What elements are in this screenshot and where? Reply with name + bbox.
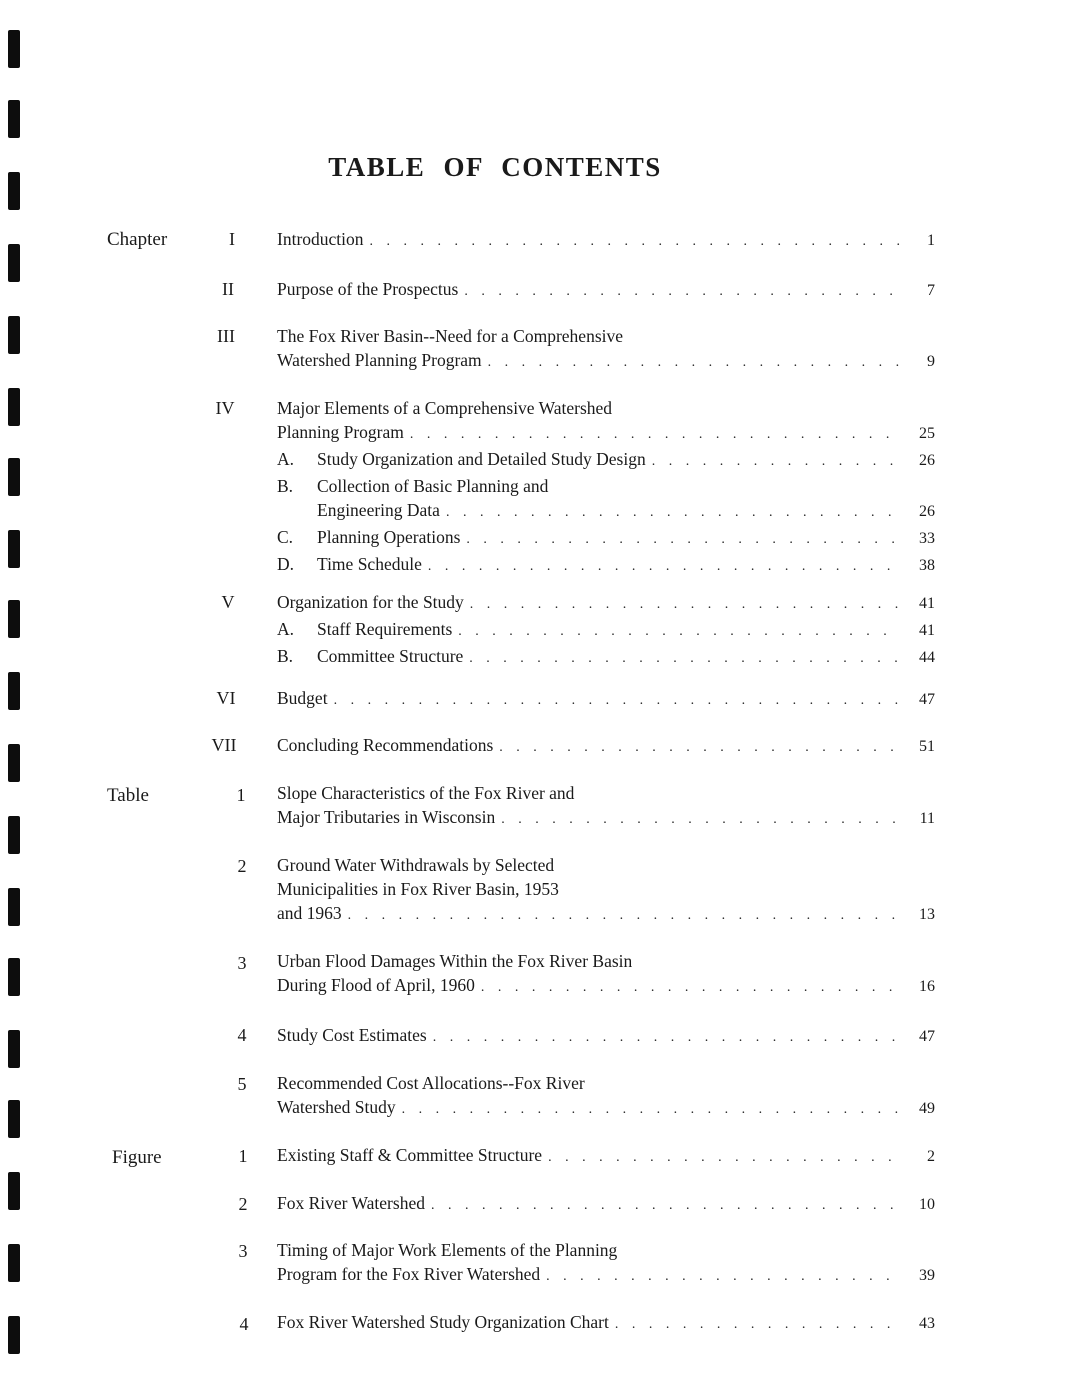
dot-leader <box>501 808 901 832</box>
page-number: 38 <box>919 557 935 574</box>
page-number: 26 <box>919 452 935 469</box>
dot-leader <box>469 647 901 671</box>
entry-number: VI <box>216 688 236 708</box>
page-number: 13 <box>919 906 935 923</box>
page-number: 43 <box>919 1315 935 1332</box>
section-label-figure: Figure <box>112 1147 162 1168</box>
binding-mark <box>8 958 20 996</box>
binding-mark <box>8 600 20 638</box>
subentry-letter: C. <box>277 527 294 547</box>
subentry-b <box>277 474 935 498</box>
entry-title[interactable]: Fox River Watershed <box>277 1193 425 1213</box>
page-number: 11 <box>919 810 935 827</box>
entry-number: IV <box>215 398 235 418</box>
dot-leader <box>652 450 901 474</box>
entry-number: 1 <box>236 785 246 805</box>
subentry-title[interactable]: Committee Structure <box>317 646 464 666</box>
dot-leader <box>334 689 901 713</box>
entry-title[interactable]: Existing Staff & Committee Structure <box>277 1145 543 1165</box>
page-title: TABLE OF CONTENTS <box>328 152 662 182</box>
subentry-letter: B. <box>277 646 294 666</box>
page-number: 39 <box>919 1267 935 1284</box>
page-number: 47 <box>919 1028 935 1045</box>
binding-mark <box>8 530 20 568</box>
subentry-c <box>277 525 935 552</box>
subentry-letter: B. <box>277 476 294 496</box>
page-number: 51 <box>919 738 935 755</box>
dot-leader <box>348 904 901 928</box>
entry-title[interactable]: Purpose of the Prospectus <box>277 279 459 299</box>
binding-mark <box>8 316 20 354</box>
subentry-title-line1[interactable]: Collection of Basic Planning and <box>317 476 549 496</box>
entry-number: 5 <box>237 1074 247 1094</box>
entry-title-line1[interactable]: Timing of Major Work Elements of the Planning <box>277 1240 618 1260</box>
binding-mark <box>8 1030 20 1068</box>
binding-mark <box>8 1100 20 1138</box>
dot-leader <box>433 1026 901 1050</box>
dot-leader <box>548 1146 901 1170</box>
page-number: 49 <box>919 1100 935 1117</box>
dot-leader <box>458 620 901 644</box>
dot-leader <box>428 555 901 579</box>
page-number: 1 <box>927 232 935 249</box>
page-number: 41 <box>919 622 935 639</box>
binding-mark <box>8 1316 20 1354</box>
entry-title[interactable]: Organization for the Study <box>277 592 464 612</box>
subentry-letter: D. <box>277 554 295 574</box>
page-number: 41 <box>919 595 935 612</box>
binding-mark <box>8 244 20 282</box>
subentry-d <box>277 552 935 579</box>
entry-title-line1[interactable]: Ground Water Withdrawals by Selected <box>277 855 555 875</box>
subentry-letter: A. <box>277 449 295 469</box>
entry-number: V <box>221 592 235 612</box>
page-number: 2 <box>927 1148 935 1165</box>
binding-mark <box>8 100 20 138</box>
dot-leader <box>464 280 901 304</box>
dot-leader <box>402 1098 901 1122</box>
dot-leader <box>546 1265 901 1289</box>
entry-number: 3 <box>238 1241 248 1261</box>
section-label-table: Table <box>107 785 149 806</box>
binding-mark <box>8 744 20 782</box>
binding-mark <box>8 458 20 496</box>
page-number: 7 <box>927 282 935 299</box>
dot-leader <box>488 351 901 375</box>
dot-leader <box>446 501 901 525</box>
entry-title[interactable]: Concluding Recommendations <box>277 735 494 755</box>
entry-number: I <box>229 229 235 249</box>
entry-title-line2[interactable]: Watershed Planning Program <box>277 350 482 370</box>
entry-number: 1 <box>238 1146 248 1166</box>
entry-title-line1[interactable]: The Fox River Basin--Need for a Comprehensive <box>277 326 624 346</box>
page-number: 9 <box>927 353 935 370</box>
subentry-b <box>277 644 935 671</box>
page-number: 25 <box>919 425 935 442</box>
dot-leader <box>466 528 901 552</box>
dot-leader <box>499 736 901 760</box>
dot-leader <box>431 1194 901 1218</box>
subentry-title[interactable]: Time Schedule <box>317 554 422 574</box>
entry-title-line2[interactable]: During Flood of April, 1960 <box>277 975 475 995</box>
dot-leader <box>470 593 901 617</box>
dot-leader <box>615 1313 901 1337</box>
subentry-title[interactable]: Staff Requirements <box>317 619 453 639</box>
dot-leader <box>410 423 901 447</box>
entry-title-line3[interactable]: and 1963 <box>277 903 342 923</box>
binding-mark <box>8 888 20 926</box>
entry-title-line2[interactable]: Watershed Study <box>277 1097 396 1117</box>
entry-title-line2[interactable]: Major Tributaries in Wisconsin <box>277 807 496 827</box>
entry-number: II <box>222 279 234 299</box>
binding-mark <box>8 1244 20 1282</box>
entry-title[interactable]: Fox River Watershed Study Organization Chart <box>277 1312 609 1332</box>
dot-leader <box>481 976 901 1000</box>
entry-title-line1[interactable]: Urban Flood Damages Within the Fox River Basin <box>277 951 633 971</box>
subentry-a <box>277 447 935 474</box>
binding-mark <box>8 1172 20 1210</box>
entry-title-line2[interactable]: Municipalities in Fox River Basin, 1953 <box>277 879 559 899</box>
page-number: 33 <box>919 530 935 547</box>
subentry-title-line2[interactable]: Engineering Data <box>317 500 440 520</box>
binding-mark <box>8 816 20 854</box>
binding-mark <box>8 672 20 710</box>
entry-number: III <box>217 326 235 346</box>
entry-title-line1[interactable]: Major Elements of a Comprehensive Watershed <box>277 398 613 418</box>
subentry-letter: A. <box>277 619 295 639</box>
subentry-title[interactable]: Planning Operations <box>317 527 461 547</box>
entry-number: VII <box>211 735 237 755</box>
page-number: 16 <box>919 978 935 995</box>
page-number: 10 <box>919 1196 935 1213</box>
entry-number: 2 <box>237 856 247 876</box>
page-number: 44 <box>919 649 935 666</box>
entry-number: 2 <box>238 1194 248 1214</box>
entry-title-line2[interactable]: Program for the Fox River Watershed <box>277 1264 541 1284</box>
entry-title-line2[interactable]: Planning Program <box>277 422 404 442</box>
subentry-title[interactable]: Study Organization and Detailed Study Design <box>317 449 646 469</box>
page-number: 47 <box>919 691 935 708</box>
entry-number: 4 <box>239 1314 249 1334</box>
binding-mark <box>8 388 20 426</box>
entry-title[interactable]: Study Cost Estimates <box>277 1025 427 1045</box>
entry-number: 3 <box>237 953 247 973</box>
entry-title-line1[interactable]: Recommended Cost Allocations--Fox River <box>277 1073 585 1093</box>
subentry-a <box>277 617 935 644</box>
entry-title-line1[interactable]: Slope Characteristics of the Fox River and <box>277 783 575 803</box>
entry-title[interactable]: Introduction <box>277 229 364 249</box>
entry-number: 4 <box>237 1025 247 1045</box>
binding-mark <box>8 30 20 68</box>
dot-leader <box>370 230 901 254</box>
page-number: 26 <box>919 503 935 520</box>
entry-title[interactable]: Budget <box>277 688 328 708</box>
section-label-chapter: Chapter <box>107 229 168 250</box>
